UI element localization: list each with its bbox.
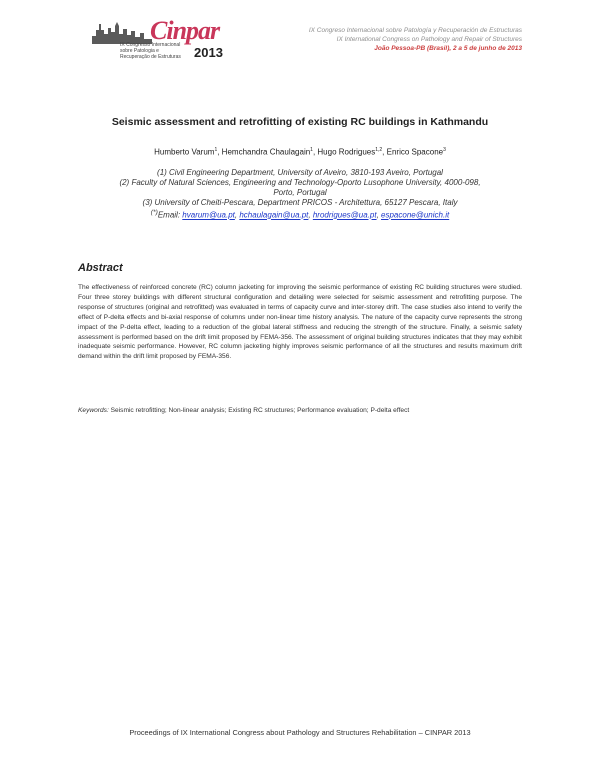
author-affiliation-mark: 3 — [443, 147, 446, 153]
cinpar-logo — [92, 14, 242, 60]
email-link[interactable]: hvarum@ua.pt — [182, 210, 235, 220]
keywords-text: Seismic retrofitting; Non-linear analysis; Existing RC structures; Performance evaluation; P-delta effect — [110, 407, 410, 414]
author-affiliation-mark: 1,2 — [375, 147, 383, 153]
email-link[interactable]: hchaulagain@ua.pt — [239, 210, 309, 220]
email-link[interactable]: hrodrigues@ua.pt — [312, 210, 377, 220]
congress-location-date: João Pessoa-PB (Brasil), 2 a 5 de junho de 2013 — [374, 45, 522, 52]
congress-line-es: IX Congreso Internacional sobre Patología y Recuperación de Estructuras — [308, 27, 522, 34]
logo-subtitle: IX Congresso Internacional sobre Patologia e Recuperação de Estruturas — [120, 42, 181, 60]
email-link[interactable]: espacone@unich.it — [381, 210, 450, 220]
abstract-heading: Abstract — [78, 262, 123, 274]
page-footer: Proceedings of IX International Congress about Pathology and Structures Rehabilitation – CINPAR 2013 — [129, 728, 471, 737]
affiliation-line: (3) University of Cheiti-Pescara, Department PRICOS - Architettura, 65127 Pescara, Italy — [142, 198, 458, 207]
congress-line-en: IX International Congress on Pathology and Repair of Structures — [336, 36, 522, 43]
logo-year: 2013 — [194, 45, 223, 60]
email-label: Email: — [157, 210, 181, 220]
author-list: Humberto Varum$^1$, Hemchandra Chaulagain$^1$, Hugo Rodrigues$^{1,2}$, Enrico Spacone$^3$ — [154, 147, 446, 157]
logo-wordmark: Cinpar — [150, 16, 220, 45]
author-affiliation-mark: 1 — [310, 147, 313, 153]
author-name: Hugo Rodrigues — [317, 147, 376, 157]
affiliation-line: (1) Civil Engineering Department, University of Aveiro, 3810-193 Aveiro, Portugal — [157, 168, 443, 177]
email-line: (*)Email: hvarum@ua.pt, hchaulagain@ua.pt, hrodrigues@ua.pt, espacone@unich.it — [150, 209, 450, 220]
abstract-text: The effectiveness of reinforced concrete (RC) column jacketing for improving the seismic performance of existing RC building structures were studied. Four three storey buildings with different structural configuration and detailing were selected for seismic assessment and retrofitting purpose. The response of structures (original and retrofitted) was evaluated in terms of capacity curve and inter-storey drift. The case studies also intend to verify the effect of P-delta effects and bi-axial response of columns under non-linear time history analysis. The nature of the capacity curve represents the strong impact of the P-delta effect, leading to a reduction of the global lateral stiffness and reducing the strength of the structure. Finally, a seismic safety assessment is performed based on the drift limit proposed by FEMA-356. The assessment of original building structures indicates that they may exhibit inadequate seismic performance. However, RC column jacketing highly improves seismic performance of all the structures and results maximum drift demand within the drift limit proposed by FEMA-356. — [78, 284, 522, 361]
author-name: Enrico Spacone — [386, 147, 444, 157]
congress-header — [309, 26, 522, 53]
keywords-label: Keywords: — [78, 407, 109, 414]
paper-title: Seismic assessment and retrofitting of existing RC buildings in Kathmandu — [111, 116, 489, 128]
affiliation-line: (2) Faculty of Natural Sciences, Engineering and Technology-Oporto Lusophone University, 4000-098, — [119, 178, 481, 187]
author-affiliation-mark: 1 — [214, 147, 218, 153]
affiliations — [0, 168, 600, 221]
keywords — [78, 407, 522, 414]
email-mark: (*) — [150, 209, 158, 216]
skyline-icon — [92, 20, 152, 44]
author-name: Humberto Varum — [154, 147, 215, 157]
author-name: Hemchandra Chaulagain — [221, 147, 311, 157]
affiliation-line: Porto, Portugal — [273, 188, 327, 197]
